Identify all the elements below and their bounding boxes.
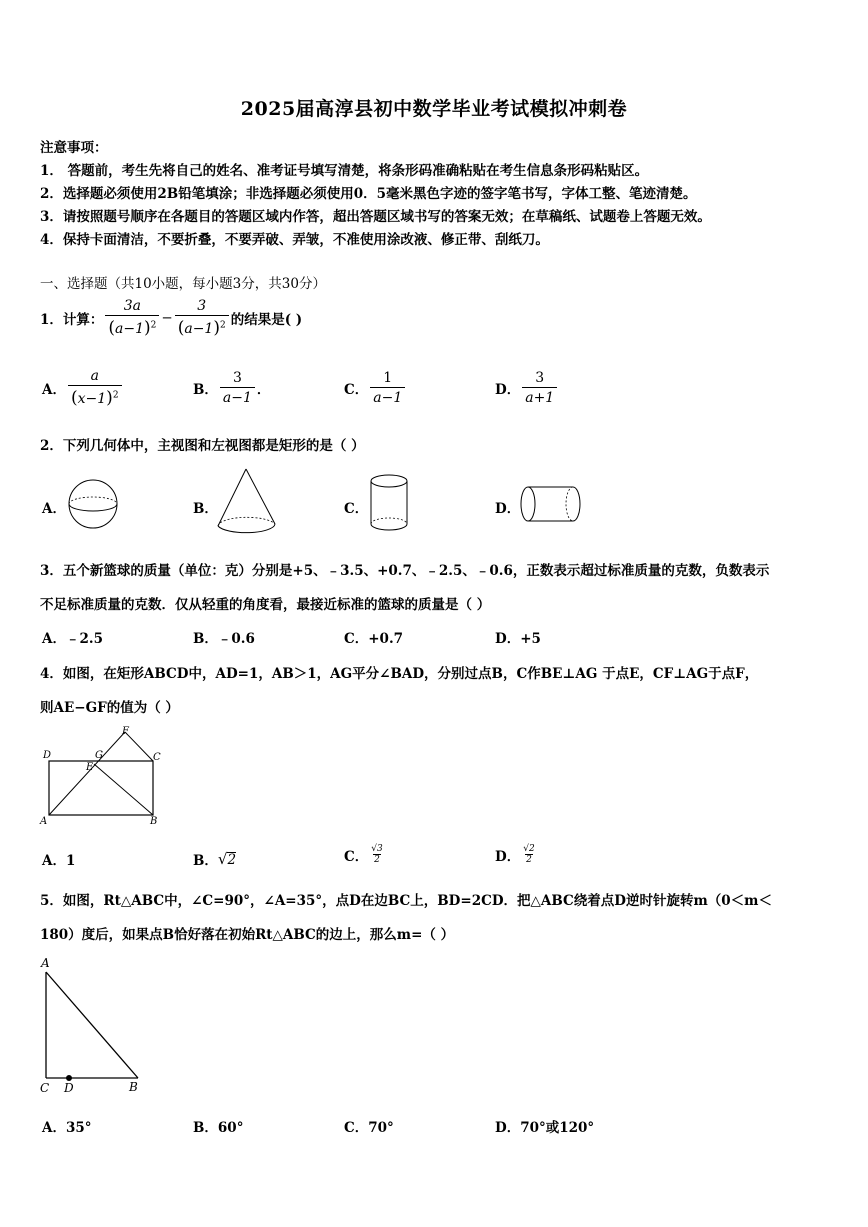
right-triangle-abc-figure	[36, 954, 148, 1096]
question-5-line-2: 180）度后，如果点B恰好落在初始Rt△ABC的边上，那么m=（ ）	[40, 927, 455, 943]
label-b: B	[150, 816, 158, 827]
question-3-line-1: 3．五个新篮球的质量（单位：克）分别是+5、﹣3.5、+0.7、﹣2.5、﹣0.6，正数表示超过标准质量的克数，负数表示	[40, 563, 770, 579]
rectangle-abcd-figure	[38, 724, 166, 830]
q2-option-d-label: D．	[495, 501, 521, 517]
sphere-figure	[66, 478, 120, 530]
label-c: C	[153, 752, 161, 763]
q3-option-a: A．﹣2.5	[42, 631, 103, 647]
q4-option-d: D． $\frac{√2}{2}$	[495, 844, 535, 865]
cylinder-figure	[367, 472, 411, 534]
label-a: A	[41, 956, 50, 970]
page-title: 2025届高淳县初中数学毕业考试模拟冲刺卷	[240, 98, 628, 120]
q1-prefix: 1．计算：	[40, 312, 104, 328]
label-d: D	[43, 750, 52, 761]
question-4-line-2: 则AE−GF的值为（ ）	[40, 700, 179, 716]
notice-item: 3．请按照题号顺序在各题目的答题区域内作答，超出答题区域书写的答案无效；在草稿纸、试题卷上答题无效。	[40, 209, 711, 225]
cone-figure	[214, 466, 280, 540]
horizontal-cylinder-figure	[518, 484, 584, 526]
label-b: B	[129, 1080, 138, 1094]
notice-item: 4．保持卡面清洁，不要折叠，不要弄破、弄皱，不准使用涂改液、修正带、刮纸刀。	[40, 232, 549, 248]
q3-option-c: C．+0.7	[344, 631, 404, 647]
question-5-line-1: 5．如图，Rt△ABC中，∠C=90°，∠A=35°，点D在边BC上，BD=2CD．把△ABC绕着点D逆时针旋转m（0＜m＜	[40, 893, 772, 909]
q1-option-d: D． $\frac{3}{a+1}$	[495, 370, 559, 406]
q2-option-c-label: C．	[344, 501, 369, 517]
q5-option-d: D．70°或120°	[495, 1120, 595, 1136]
label-a: A	[40, 816, 48, 827]
label-g: G	[95, 750, 103, 761]
q1-fraction-1: $\frac{3a}{(a-1)^2}$	[105, 298, 159, 338]
q4-option-a: A．1	[42, 853, 76, 869]
q5-option-b: B．60°	[193, 1120, 244, 1136]
q2-option-a-label: A．	[42, 501, 66, 517]
question-1: 1．计算： $\frac{3a}{(a-1)^2}$ − $\frac{3}{(a-1)^2}$ 的结果是( )	[40, 298, 303, 338]
q2-option-b-label: B．	[193, 501, 218, 517]
question-2: 2．下列几何体中，主视图和左视图都是矩形的是（ ）	[40, 438, 365, 454]
q5-option-a: A．35°	[42, 1120, 92, 1136]
question-3-line-2: 不足标准质量的克数．仅从轻重的角度看，最接近标准的篮球的质量是（ ）	[40, 597, 491, 613]
q1-fraction-2: $\frac{3}{(a-1)^2}$	[175, 298, 229, 338]
label-f: F	[122, 726, 129, 737]
section-heading: 一、选择题（共10小题，每小题3分，共30分）	[40, 276, 326, 292]
label-e: E	[86, 762, 94, 773]
label-d: D	[64, 1081, 74, 1095]
q1-option-b: B． $\frac{3}{a-1}$ ．	[193, 370, 271, 406]
q4-option-b: B． √ 2	[193, 850, 237, 869]
q3-option-b: B．﹣0.6	[193, 631, 255, 647]
q1-option-a: A． $\frac{a}{(x-1)^2}$	[42, 368, 124, 408]
question-4-line-1: 4．如图，在矩形ABCD中，AD=1，AB＞1，AG平分∠BAD，分别过点B，C作BE⊥AG 于点E，CF⊥AG于点F，	[40, 666, 759, 682]
q3-option-d: D．+5	[495, 631, 541, 647]
label-c: C	[40, 1081, 50, 1095]
q4-option-c: C． $\frac{√3}{2}$	[344, 844, 383, 865]
q1-suffix: 的结果是( )	[230, 312, 303, 328]
notice-item: 2．选择题必须使用2B铅笔填涂；非选择题必须使用0．5毫米黑色字迹的签字笔书写，字体工整、笔迹清楚。	[40, 186, 697, 202]
notice-item: 1． 答题前，考生先将自己的姓名、准考证号填写清楚，将条形码准确粘贴在考生信息条形码粘贴区。	[40, 163, 649, 179]
notice-heading: 注意事项：	[40, 140, 108, 156]
q1-option-c: C． $\frac{1}{a-1}$	[344, 370, 407, 406]
q5-option-c: C．70°	[344, 1120, 394, 1136]
